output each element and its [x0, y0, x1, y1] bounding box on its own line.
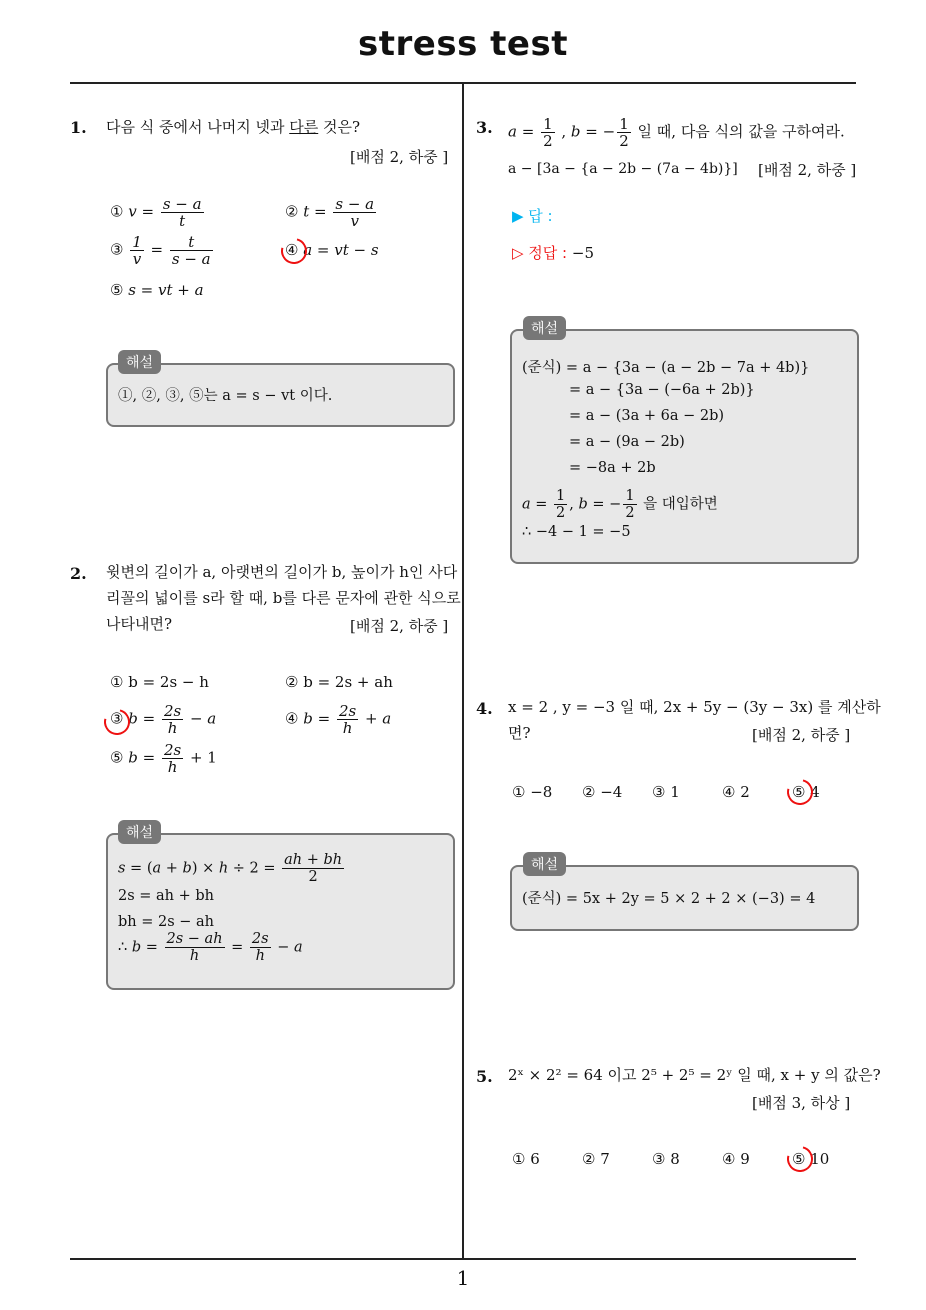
- q3-explanation-line5: = −8a + 2b: [569, 460, 656, 476]
- q2-explanation-label: 해설: [118, 820, 161, 844]
- q2-number: 2.: [70, 564, 87, 583]
- q1-explanation-text: ①, ②, ③, ⑤는 a = s − vt 이다.: [118, 388, 333, 404]
- q4-score: [배점 2, 하중 ]: [752, 726, 851, 744]
- q2-choice-4[interactable]: ④ b = $\frac{2s}{h}$ + a: [285, 702, 392, 737]
- q3-explanation-line7: ∴ −4 − 1 = −5: [522, 524, 631, 540]
- q1-choice-3[interactable]: ③ $\frac{1}{v}$ = $\frac{t}{s - a}$: [110, 233, 211, 268]
- column-divider: [462, 84, 464, 1258]
- q2-choice-1[interactable]: ① b = 2s − h: [110, 673, 209, 691]
- q3-answer-label: ▶ 답 :: [512, 207, 553, 225]
- q1-choice-5[interactable]: ⑤ s = vt + a: [110, 281, 204, 299]
- q4-choice-2[interactable]: ② −4: [582, 783, 623, 801]
- q3-explanation-line2: = a − {3a − (−6a + 2b)}: [569, 382, 755, 398]
- q3-explanation-line4: = a − (9a − 2b): [569, 434, 685, 450]
- bottom-rule: [70, 1258, 856, 1260]
- q5-choice-3[interactable]: ③ 8: [652, 1150, 680, 1168]
- q2-text-line1: 윗변의 길이가 a, 아랫변의 길이가 b, 높이가 h인 사다: [106, 563, 458, 581]
- q4-text-line2: 면?: [508, 724, 531, 742]
- page-title: stress test: [358, 24, 568, 64]
- q3-number: 3.: [476, 118, 493, 137]
- q4-choice-4[interactable]: ④ 2: [722, 783, 750, 801]
- q3-text: a = $\frac{1}{2}$ , b = − $\frac{1}{2}$ 일 때, 다음 식의 값을 구하여라.: [508, 115, 845, 150]
- q1-choice-2[interactable]: ② t = $\frac{s - a}{v}$: [285, 195, 375, 230]
- q3-correct-answer: ▷ 정답 : −5: [512, 244, 594, 262]
- q3-explanation-line3: = a − (3a + 6a − 2b): [569, 408, 725, 424]
- q4-explanation-text: (준식) = 5x + 2y = 5 × 2 + 2 × (−3) = 4: [522, 891, 816, 907]
- q4-choice-1[interactable]: ① −8: [512, 783, 553, 801]
- q1-text: 다음 식 중에서 나머지 넷과 다른 것은?: [106, 118, 361, 136]
- q2-text-line3: 나타내면?: [106, 615, 173, 633]
- q4-explanation-label: 해설: [523, 852, 566, 876]
- q5-choice-5[interactable]: ⑤ 10: [792, 1150, 830, 1168]
- q2-text-line2: 리꼴의 넓이를 s라 할 때, b를 다른 문자에 관한 식으로: [106, 589, 461, 607]
- q3-score: [배점 2, 하중 ]: [758, 161, 857, 179]
- q5-choice-4[interactable]: ④ 9: [722, 1150, 750, 1168]
- q4-number: 4.: [476, 699, 493, 718]
- q3-expression: a − [3a − {a − 2b − (7a − 4b)}]: [508, 161, 738, 177]
- q2-explanation-line3: bh = 2s − ah: [118, 914, 215, 930]
- q2-choice-5[interactable]: ⑤ b = $\frac{2s}{h}$ + 1: [110, 741, 217, 776]
- q5-choice-1[interactable]: ① 6: [512, 1150, 540, 1168]
- q2-explanation-line1: s = (a + b) × h ÷ 2 = $\frac{ah + bh}{2}$: [118, 852, 343, 885]
- q1-choice-1[interactable]: ① v = $\frac{s - a}{t}$: [110, 195, 202, 230]
- q5-number: 5.: [476, 1067, 493, 1086]
- q5-answer-mark: [782, 1141, 818, 1177]
- q5-choice-2[interactable]: ② 7: [582, 1150, 610, 1168]
- q3-explanation-line1: (준식) = a − {3a − (a − 2b − 7a + 4b)}: [522, 360, 810, 376]
- q5-text: 2ˣ × 2² = 64 이고 2⁵ + 2⁵ = 2ʸ 일 때, x + y 의 값은?: [508, 1066, 881, 1084]
- q3-explanation-line6: a = $\frac{1}{2}$ , b = − $\frac{1}{2}$ 을 대입하면: [522, 488, 718, 521]
- q1-choice-4[interactable]: ④ a = vt − s: [285, 241, 379, 259]
- q2-score: [배점 2, 하중 ]: [350, 617, 449, 635]
- q1-answer-mark: [276, 233, 312, 269]
- page-number: 1: [456, 1266, 470, 1290]
- q4-text-line1: x = 2 , y = −3 일 때, 2x + 5y − (3y − 3x) 를 계산하: [508, 698, 881, 716]
- q5-score: [배점 3, 하상 ]: [752, 1094, 851, 1112]
- q4-choice-5[interactable]: ⑤ 4: [792, 783, 820, 801]
- q1-explanation-label: 해설: [118, 350, 161, 374]
- q2-choice-3[interactable]: ③ b = $\frac{2s}{h}$ − a: [110, 702, 217, 737]
- q1-number: 1.: [70, 118, 87, 137]
- q2-choice-2[interactable]: ② b = 2s + ah: [285, 673, 393, 691]
- q2-explanation-line2: 2s = ah + bh: [118, 888, 215, 904]
- q4-choice-3[interactable]: ③ 1: [652, 783, 680, 801]
- q1-score: [배점 2, 하중 ]: [350, 148, 449, 166]
- q2-explanation-line4: ∴ b = $\frac{2s - ah}{h}$ = $\frac{2s}{h}$ − a: [118, 931, 303, 964]
- q3-explanation-label: 해설: [523, 316, 566, 340]
- q4-answer-mark: [782, 774, 818, 810]
